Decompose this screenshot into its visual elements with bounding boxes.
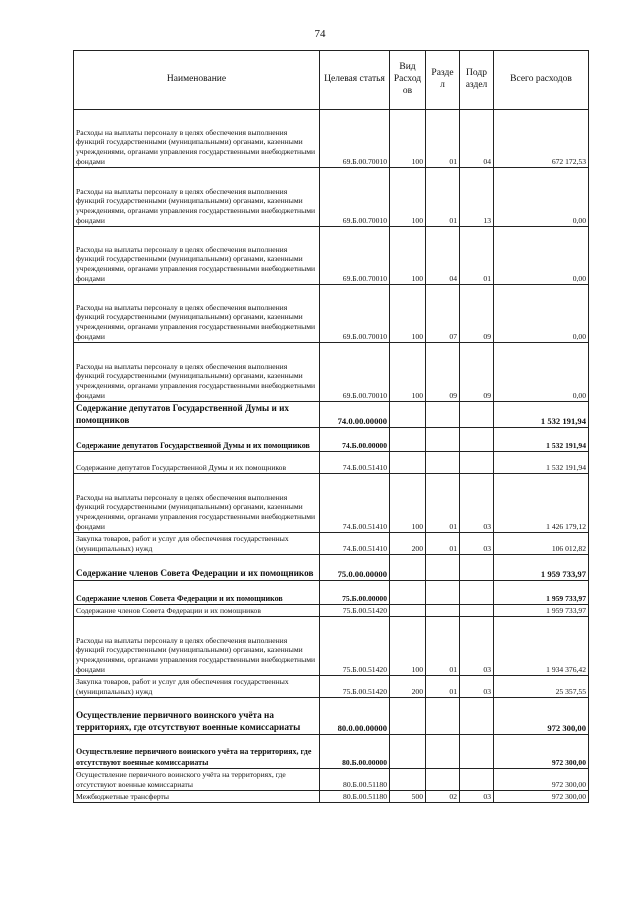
row-name: Расходы на выплаты персоналу в целях обеспечения выполнения функций государственными (муниципальными) органами, казенными учреждениями, органами управления государственными внебюджетными фондами — [74, 343, 320, 402]
row-subsection — [460, 428, 494, 452]
row-target: 69.Б.00.70010 — [320, 168, 390, 227]
table-row — [74, 285, 589, 343]
col-header-subsection: Подр аздел — [460, 51, 494, 110]
table-row — [74, 474, 589, 533]
row-subsection: 03 — [460, 791, 494, 803]
row-section: 07 — [426, 285, 460, 343]
row-target: 69.Б.00.70010 — [320, 110, 390, 168]
row-target: 80.Б.00.51180 — [320, 769, 390, 791]
row-target: 75.0.00.00000 — [320, 555, 390, 581]
table-row — [74, 698, 589, 735]
row-target: 75.Б.00.00000 — [320, 581, 390, 605]
row-name: Содержание депутатов Государственной Думы и их помощников — [74, 428, 320, 452]
row-type — [390, 735, 426, 769]
table-row — [74, 791, 589, 803]
row-amount: 0,00 — [494, 285, 589, 343]
table-row — [74, 676, 589, 698]
row-section: 01 — [426, 474, 460, 533]
row-section: 09 — [426, 343, 460, 402]
row-type: 200 — [390, 676, 426, 698]
row-subsection — [460, 402, 494, 428]
row-type: 100 — [390, 285, 426, 343]
row-amount: 1 959 733,97 — [494, 555, 589, 581]
row-amount: 0,00 — [494, 343, 589, 402]
row-subsection: 01 — [460, 227, 494, 285]
row-amount: 972 300,00 — [494, 698, 589, 735]
row-section: 01 — [426, 676, 460, 698]
col-header-type: Вид Расход ов — [390, 51, 426, 110]
row-section — [426, 698, 460, 735]
row-subsection: 03 — [460, 533, 494, 555]
table-header-row — [74, 51, 589, 110]
row-name: Содержание членов Совета Федерации и их помощников — [74, 605, 320, 617]
table-row — [74, 533, 589, 555]
row-amount: 1 934 376,42 — [494, 617, 589, 676]
row-target: 75.Б.00.51420 — [320, 617, 390, 676]
table-row — [74, 343, 589, 402]
row-amount: 972 300,00 — [494, 769, 589, 791]
row-name: Расходы на выплаты персоналу в целях обеспечения выполнения функций государственными (муниципальными) органами, казенными учреждениями, органами управления государственными внебюджетными фондами — [74, 285, 320, 343]
row-section: 01 — [426, 533, 460, 555]
row-subsection: 03 — [460, 474, 494, 533]
col-header-name: Наименование — [74, 51, 320, 110]
row-amount: 25 357,55 — [494, 676, 589, 698]
row-target: 74.Б.00.51410 — [320, 452, 390, 474]
row-target: 74.Б.00.00000 — [320, 428, 390, 452]
row-amount: 1 959 733,97 — [494, 605, 589, 617]
row-target: 69.Б.00.70010 — [320, 343, 390, 402]
row-amount: 972 300,00 — [494, 791, 589, 803]
row-amount: 972 300,00 — [494, 735, 589, 769]
row-amount: 1 532 191,94 — [494, 402, 589, 428]
row-section: 04 — [426, 227, 460, 285]
row-name: Содержание членов Совета Федерации и их помощников — [74, 555, 320, 581]
table-row — [74, 769, 589, 791]
col-header-section: Разде л — [426, 51, 460, 110]
row-target: 69.Б.00.70010 — [320, 227, 390, 285]
row-type — [390, 555, 426, 581]
row-type: 100 — [390, 617, 426, 676]
table-row — [74, 452, 589, 474]
row-amount: 672 172,53 — [494, 110, 589, 168]
row-subsection — [460, 769, 494, 791]
row-type: 200 — [390, 533, 426, 555]
row-subsection: 13 — [460, 168, 494, 227]
row-target: 75.Б.00.51420 — [320, 605, 390, 617]
row-section: 01 — [426, 168, 460, 227]
row-target: 74.0.00.00000 — [320, 402, 390, 428]
row-type: 500 — [390, 791, 426, 803]
row-name: Расходы на выплаты персоналу в целях обеспечения выполнения функций государственными (муниципальными) органами, казенными учреждениями, органами управления государственными внебюджетными фондами — [74, 110, 320, 168]
row-type: 100 — [390, 474, 426, 533]
table-row — [74, 581, 589, 605]
row-name: Содержание членов Совета Федерации и их помощников — [74, 581, 320, 605]
row-target: 75.Б.00.51420 — [320, 676, 390, 698]
row-name: Расходы на выплаты персоналу в целях обеспечения выполнения функций государственными (муниципальными) органами, казенными учреждениями, органами управления государственными внебюджетными фондами — [74, 474, 320, 533]
row-amount: 1 532 191,94 — [494, 428, 589, 452]
table-row — [74, 735, 589, 769]
row-amount: 1 532 191,94 — [494, 452, 589, 474]
table-row — [74, 605, 589, 617]
row-section: 01 — [426, 617, 460, 676]
row-name: Содержание депутатов Государственной Думы и их помощников — [74, 452, 320, 474]
table-row — [74, 402, 589, 428]
row-subsection — [460, 605, 494, 617]
row-name: Межбюджетные трансферты — [74, 791, 320, 803]
row-type — [390, 581, 426, 605]
table-row — [74, 617, 589, 676]
row-target: 80.Б.00.51180 — [320, 791, 390, 803]
col-header-target: Целевая статья — [320, 51, 390, 110]
page-number: 74 — [314, 28, 326, 40]
row-type: 100 — [390, 168, 426, 227]
row-name: Расходы на выплаты персоналу в целях обеспечения выполнения функций государственными (муниципальными) органами, казенными учреждениями, органами управления государственными внебюджетными фондами — [74, 617, 320, 676]
row-name: Осуществление первичного воинского учёта на территориях, где отсутствуют военные комиссариаты — [74, 769, 320, 791]
row-section — [426, 402, 460, 428]
row-type — [390, 428, 426, 452]
row-section — [426, 452, 460, 474]
table-row — [74, 110, 589, 168]
row-subsection: 09 — [460, 285, 494, 343]
row-amount: 0,00 — [494, 227, 589, 285]
row-section — [426, 769, 460, 791]
row-target: 80.0.00.00000 — [320, 698, 390, 735]
row-section — [426, 581, 460, 605]
row-amount: 106 012,82 — [494, 533, 589, 555]
row-target: 80.Б.00.00000 — [320, 735, 390, 769]
row-type: 100 — [390, 110, 426, 168]
row-type — [390, 402, 426, 428]
row-subsection: 04 — [460, 110, 494, 168]
table-row — [74, 428, 589, 452]
row-subsection — [460, 735, 494, 769]
row-target: 74.Б.00.51410 — [320, 533, 390, 555]
row-name: Расходы на выплаты персоналу в целях обеспечения выполнения функций государственными (муниципальными) органами, казенными учреждениями, органами управления государственными внебюджетными фондами — [74, 168, 320, 227]
row-name: Содержание депутатов Государственной Думы и их помощников — [74, 402, 320, 428]
row-type — [390, 452, 426, 474]
row-section — [426, 605, 460, 617]
row-name: Закупка товаров, работ и услуг для обеспечения государственных (муниципальных) нужд — [74, 676, 320, 698]
row-name: Закупка товаров, работ и услуг для обеспечения государственных (муниципальных) нужд — [74, 533, 320, 555]
row-name: Осуществление первичного воинского учёта на территориях, где отсутствуют военные комиссариаты — [74, 698, 320, 735]
table-row — [74, 168, 589, 227]
row-subsection: 03 — [460, 617, 494, 676]
row-section — [426, 428, 460, 452]
row-type: 100 — [390, 343, 426, 402]
row-section — [426, 555, 460, 581]
row-subsection: 03 — [460, 676, 494, 698]
table-row — [74, 555, 589, 581]
row-subsection — [460, 452, 494, 474]
row-subsection — [460, 581, 494, 605]
row-type — [390, 769, 426, 791]
row-type: 100 — [390, 227, 426, 285]
row-type — [390, 698, 426, 735]
row-amount: 1 959 733,97 — [494, 581, 589, 605]
row-name: Расходы на выплаты персоналу в целях обеспечения выполнения функций государственными (муниципальными) органами, казенными учреждениями, органами управления государственными внебюджетными фондами — [74, 227, 320, 285]
table-row — [74, 227, 589, 285]
row-section: 02 — [426, 791, 460, 803]
row-section — [426, 735, 460, 769]
row-subsection — [460, 698, 494, 735]
row-name: Осуществление первичного воинского учёта на территориях, где отсутствуют военные комиссариаты — [74, 735, 320, 769]
row-target: 74.Б.00.51410 — [320, 474, 390, 533]
row-subsection: 09 — [460, 343, 494, 402]
row-target: 69.Б.00.70010 — [320, 285, 390, 343]
row-section: 01 — [426, 110, 460, 168]
col-header-total: Всего расходов — [494, 51, 589, 110]
row-amount: 0,00 — [494, 168, 589, 227]
row-type — [390, 605, 426, 617]
row-subsection — [460, 555, 494, 581]
row-amount: 1 426 179,12 — [494, 474, 589, 533]
budget-table — [73, 50, 589, 803]
